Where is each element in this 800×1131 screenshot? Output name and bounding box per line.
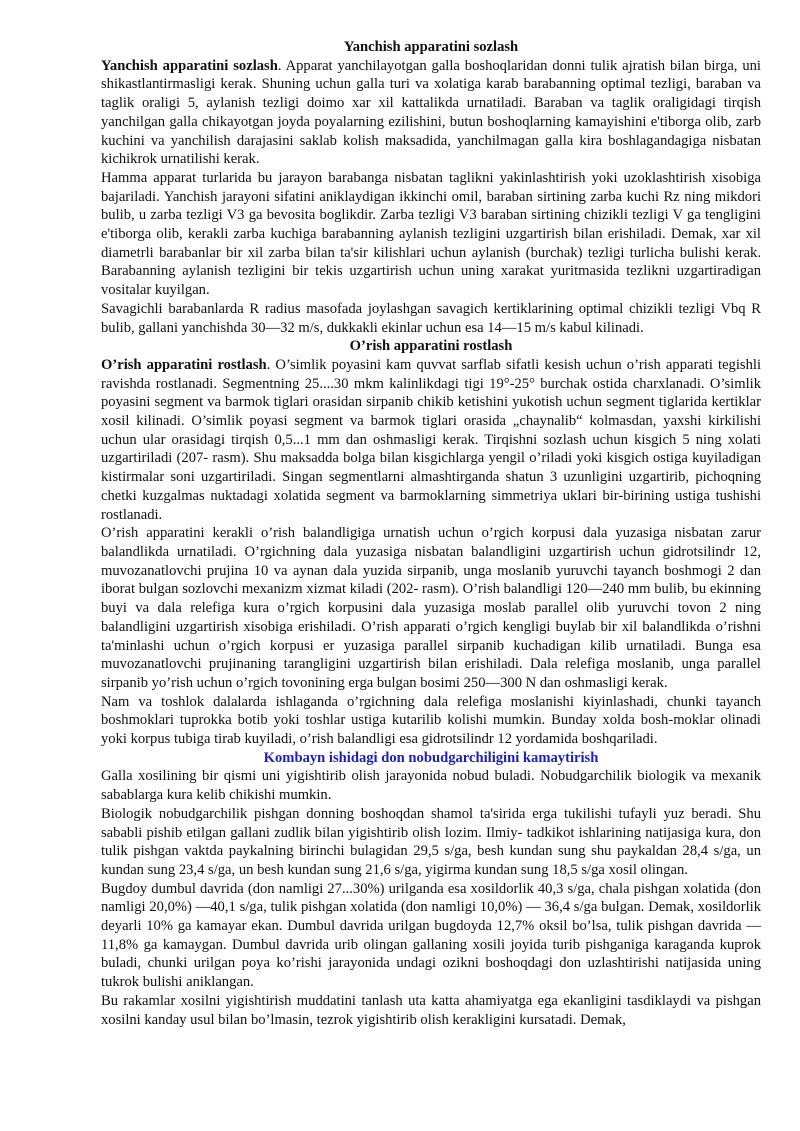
section-heading-grain-losses: Kombayn ishidagi don nobudgarchiligini kamaytirish <box>263 749 599 766</box>
paragraph: O’rish apparatini kerakli o’rish balandligiga urnatish uchun o’rgich korpusi dala yuzasiga nisbatan zarur balandlikda urnatiladi. O’rgichning dala yuzasiga nisbatan balandligini uzgartirish uchun gidrotsilindr 12, muvozanatlovchi prujina 10 va aynan dala yuzida sirpanib, unga moslanib yuruvchi tayanch boshmogi 2 dan iborat bulgan sozlovchi mexanizm xizmat kiladi (202- rasm). O’rish balandligi 120—240 mm bulib, bu ekinning buyi va dala relefiga kura o’rgich korpusini dala yuzasiga moslab parallel olib yuruvchi tovon 2 ning balandligini uzgartirish xisobiga erishiladi. O’rish apparati o’rgich kengligi buylab bir xil balandlikda o’rishni ta'minlashi uchun o’rgich korpusi er yuzasiga parallel sirpanib kuchadigan kilib urnatiladi. Bunga esa muvozanatlovchi prujinaning tarangligini uzgartirish bilan erishiladi. Dala relefiga moslanib, unga parallel sirpanib yo’rish uchun o’rgich tovonining erga bulgan bosimi 250—300 N dan oshmasligi kerak. <box>101 525 761 691</box>
paragraph: Hamma apparat turlarida bu jarayon barabanga nisbatan taglikni yakinlashtirish yoki uzoklashtirish xisobiga bajariladi. Yanchish jarayoni sifatini aniklaydigan ikkinchi omil, baraban sirtining zarba kuchi Rz ning mikdori bulib, u zarba tezligi V3 ga bevosita boglikdir. Zarba tezligi V3 baraban sirtining chizikli tezligi V ga tengligini e'tiborga olib, kerakli zarba kuchiga barabanning aylanish tezligini uzgartirish bilan erishiladi. Demak, xar xil diametrli barabanlar bir xil zarba bilan ta'sir kilishlari uchun aylanish (burchak) tezligi turlicha bulishi kerak. Barabanning aylanish tezligini bir tekis uzgartirish uchun uning xarakat yuritmasida tezlikni uzgartiradigan vositalar kuyilgan. <box>101 169 761 299</box>
paragraph: Bu rakamlar xosilni yigishtirish muddatini tanlash uta katta ahamiyatga ega ekanligini tasdiklaydi va pishgan xosilni kanday usul bilan bo’lmasin, tezrok yigishtirib olish kerakligini kursatadi. Demak, <box>101 992 761 1028</box>
paragraph: Galla xosilining bir qismi uni yigishtirib olish jarayonida nobud buladi. Nobudgarchilik biologik va mexanik sabablarga kura kelib chikishi mumkin. <box>101 768 761 804</box>
document-page <box>101 38 761 1029</box>
paragraph-text: . Apparat yanchilayotgan galla boshoqlaridan donni tulik ajratish bilan birga, uni shikastlantirmasligi kerak. Shuning uchun galla turi va xolatiga karab barabanning optimal tezligi, baraban va taglik oraligi 5, aylanish tezligi doimo xar xil kattalikda urnatiladi. Baraban va taglik oraligidagi tirqish yanchilgan galla chikayotgan joyda poyalarning ezilishini, butun boshoqlarning kamayishini e'tiborga olib, zarb kuchini va yanchilish darajasini saklab kolish maksadida, yanchilmagan galla kira boshlagandagiga nisbatan kichikrok urnatilishi kerak. <box>101 57 761 168</box>
paragraph: Nam va toshlok dalalarda ishlaganda o’rgichning dala relefiga moslanishi kiyinlashadi, chunki tayanch boshmoklari tuprokka botib yoki toshlar ustiga kutarilib kolishi mumkin. Bunday xolda bosh-moklar olinadi yoki korpus tubiga tirab kuyiladi, o’rish balandligi esa gidrotsilindr 12 yordamida boshqariladi. <box>101 693 761 748</box>
paragraph <box>101 356 761 524</box>
section-heading-cutting-adjustment: O’rish apparatini rostlash <box>349 338 513 355</box>
paragraph-text: . O’simlik poyasini kam quvvat sarflab sifatli kesish uchun o’rish apparati tegishli ravishda rostlanadi. Segmentning 25....30 mkm kalinlikdagi tigi 19°-25° burchak ostida charxlanadi. O’simlik poyasini segment va barmok tiglari orasidan sirpanib chikib ketishini yukotish uchun segment tiglarida kertiklar xosil kilinadi. O’simlik poyasi segment va barmok tiglari orasida „chaynalib“ kolmasdan, yaxshi kirkilishi uchun ular orasidagi tirqish 0,5...1 mm dan oshmasligi kerak. Tirqishni sozlash uchun kisgich 5 ning xolati uzgartiriladi (207- rasm). Shu maksadda bolga bilan kisgichlarga yengil o’riladi yoki kisgich ostiga kuyiladigan kistirmalar soni uzgartiriladi. Singan segmentlarni almashtirganda shatun 3 uzunligini uzgartirib, pichoqning chetki kuzgalmas nuktadagi xolatida segment va barmoklarning simmetriya uklari bir-birining ustiga tushishi rostlanadi. <box>101 356 761 523</box>
section-heading-threshing-adjustment: Yanchish apparatini sozlash <box>343 39 519 55</box>
bold-lead: O’rish apparatini rostlash <box>101 356 267 373</box>
bold-lead: Yanchish apparatini sozlash <box>101 57 278 74</box>
paragraph: Biologik nobudgarchilik pishgan donning boshoqdan shamol ta'sirida erga tukilishi tufayli yuz beradi. Shu sababli pishib etilgan gallani zudlik bilan yigishtirib olish lozim. Ilmiy- tadkikot ishlarining natijasiga kura, don tulik pishgan vaktda paykalning birinchi bulagidan 29,5 s/ga, besh kundan sung shu paykaldan 28,4 s/ga, un kundan sung 23,4 s/ga, un besh kundan sung 21,6 s/ga, yigirma kundan sung 18,5 s/ga xosil olingan. <box>101 805 761 878</box>
paragraph: Savagichli barabanlarda R radius masofada joylashgan savagich kertiklarining optimal chizikli tezligi Vbq R bulib, gallani yanchishda 30—32 m/s, dukkakli ekinlar uchun esa 14—15 m/s kabul kilinadi. <box>101 300 761 336</box>
paragraph <box>101 57 761 169</box>
paragraph: Bugdoy dumbul davrida (don namligi 27...30%) urilganda esa xosildorlik 40,3 s/ga, chala pishgan xolatida (don namligi 20,0%) —40,1 s/ga, tulik pishgan xolatida (don namligi 10,0%) — 36,4 s/ga bulgan. Demak, xosildorlik deyarli 10% ga kamayar ekan. Dumbul davrida urilgan bugdoyda 12,7% oksil bo’lsa, tulik pishgan davrida —11,8% ga kamaygan. Dumbul davrida urib olingan gallaning xosili joyida turib pishganiga karaganda kuprok buladi, chunki urilgan poya ko’rishi jarayonida undagi ozikni boshoqdagi don uzlashtirishi natijasida uning tukrok bulishi aniklangan. <box>101 880 761 991</box>
